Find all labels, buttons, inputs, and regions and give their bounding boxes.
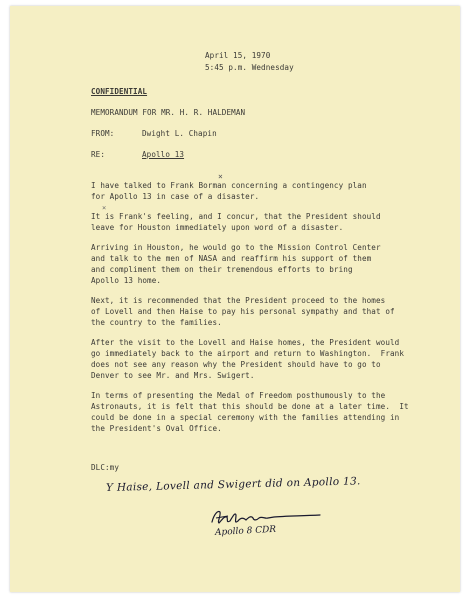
- typist-initials: DLC:my: [91, 463, 120, 472]
- body-paragraph: In terms of presenting the Medal of Freedom posthumously to the Astronauts, it is felt that this should be done at a later time. It could be done in a special ceremony with the families attending in the President's Oval Office.: [91, 391, 409, 433]
- time-line: 5:45 p.m. Wednesday: [205, 62, 294, 72]
- date-line: April 15, 1970: [205, 51, 271, 60]
- body-paragraph: Arriving in Houston, he would go to the Mission Control Center and talk to the men of NASA and reaffirm his support of them and compliment them on their tremendous efforts to bring Apollo 13 home.: [91, 243, 381, 285]
- classification-label: CONFIDENTIAL: [91, 87, 148, 96]
- from-label: FROM:: [91, 129, 115, 138]
- re-label: RE:: [91, 150, 106, 159]
- signature-caption: Apollo 8 CDR: [214, 524, 277, 538]
- memo-body: [91, 180, 431, 443]
- memo-recipient: MEMORANDUM FOR MR. H. R. HALDEMAN: [91, 108, 246, 117]
- re-value: Apollo 13: [142, 150, 185, 159]
- x-mark: ×: [218, 172, 223, 181]
- body-paragraph: Next, it is recommended that the President proceed to the homes of Lovell and then Haise to pay his personal sympathy and that of the country to the families.: [91, 296, 395, 327]
- from-value: Dwight L. Chapin: [142, 129, 217, 138]
- memo-date: [205, 50, 294, 73]
- body-paragraph: After the visit to the Lovell and Haise homes, the President would go immediately back to the airport and return to Washington. Frank does not see any reason why the President should have to go to Denver to see Mr. and Mrs. Swigert.: [91, 338, 405, 380]
- body-paragraph: I have talked to Frank Borman concerning a contingency plan for Apollo 13 in case of a disaster.: [91, 181, 367, 201]
- memo-sheet: [10, 6, 460, 592]
- x-mark: ×: [102, 204, 107, 212]
- body-paragraph: It is Frank's feeling, and I concur, that the President should leave for Houston immediately upon word of a disaster.: [91, 212, 381, 232]
- handwritten-note: Y Haise, Lovell and Swigert did on Apollo 13.: [105, 475, 361, 494]
